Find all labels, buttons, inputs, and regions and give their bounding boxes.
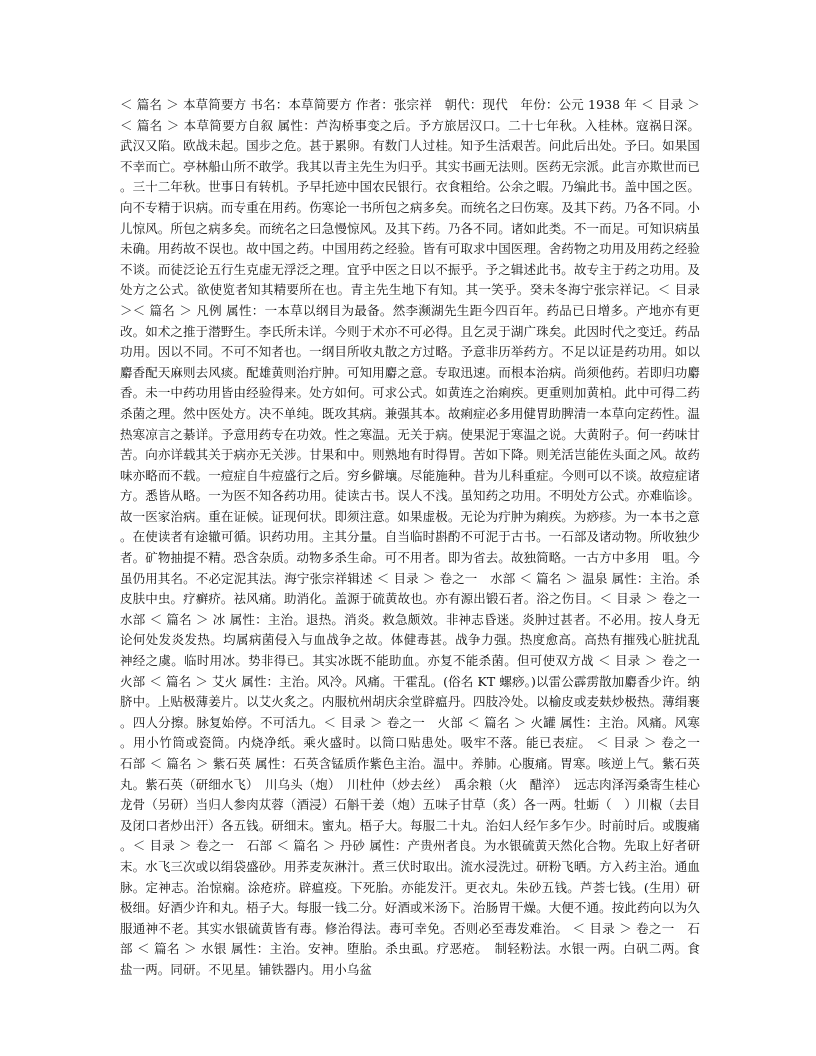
document-body-text: ＜ 篇名 ＞ 本草简要方 书名：本草简要方 作者：张宗祥 朝代：现代 年份：公元 1938 年 ＜ 目录 ＞＜ 篇名 ＞ 本草简要方自叙 属性：芦沟桥事变之后。予方旅居汉口。二十七年秋。入桂林。寇祸日深。武汉又陷。欧战未起。国步之危。甚于累卵。有数门人过桂。知予生活艰苦。问此后出处。予曰。如果国不幸而亡。亭林船山所不敢学。我其以青主先生为归乎。其实书画无法则。医药无宗派。此言亦欺世而已。三十二年秋。世事日有转机。予早托迹中国农民银行。衣食粗给。公余之暇。乃编此书。盖中国之医。向不专精于识病。而专重在用药。伤寒论一书所包之病多矣。而统名之曰伤寒。及其下药。乃各不同。小儿惊风。所包之病多矣。而统名之曰急慢惊风。及其下药。乃各不同。诸如此类。不一而足。可知识病虽未确。用药故不误也。故中国之药。中国用药之经验。皆有可取求中国医理。舍药物之功用及用药之经验不谈。而徒泛论五行生克虚无浮泛之理。宜乎中医之日以不振乎。予之辑述此书。故专主于药之功用。及处方之公式。欲使览者知其精要所在也。青主先生地下有知。其一笑乎。癸未冬海宁张宗祥记。＜ 目录 ＞＜ 篇名 ＞ 凡例 属性：一本草以纲目为最备。然李濒湖先生距今四百年。药品已日增多。产地亦有更改。如术之推于潜野生。李氏所未详。今则于术亦不可必得。且乞灵于湖广珠矣。此因时代之变迁。药品功用。因以不同。不可不知者也。一纲目所收丸散之方过略。予意非历举药方。不足以证是药功用。如以麝香配天麻则去风痰。配雄黄则治疔肿。可知用麝之意。专取迅速。而根本治病。尚须他药。若即归功麝香。未一中药功用皆由经验得来。处方如何。可求公式。如黄连之治痢疾。更重则加黄柏。此中可得二药杀菌之理。然中医处方。决不单纯。既攻其病。兼强其本。故痢症必多用健胃助脾清一本草向定药性。温热寒凉言之綦详。予意用药专在功效。性之寒温。无关于病。使果泥于寒温之说。大黄附子。何一药味甘苦。向亦详载其关于病亦无关涉。甘果和中。则熟地有时得胃。苦如下降。则羌活岂能佐头面之风。故药味亦略而不载。一痘症自牛痘盛行之后。穷乡僻壤。尽能施种。昔为儿科重症。今则可以不谈。故痘症诸方。悉皆从略。一为医不知各药功用。徒读古书。误人不浅。虽知药之功用。不明处方公式。亦难临诊。故一医家治病。重在证候。证现何状。即须注意。如果虚极。无论为疔肿为痢疾。为痧疹。为一本书之意。在使读者有途辙可循。识药功用。主其分量。自当临时斟酌不可泥于古书。一石部及诸动物。所收独少者。矿物抽提不精。恐含杂质。动物多杀生命。可不用者。即为省去。故独简略。一古方中多用 咀。今虽仍用其名。不必定泥其法。海宁张宗祥辑述 ＜ 目录 ＞ 卷之一 水部 ＜ 篇名 ＞ 温泉 属性：主治。杀皮肤中虫。疗癣疥。祛风痛。助消化。盖源于硫黄故也。亦有源出锻石者。浴之伤目。＜ 目录 ＞ 卷之一 水部 ＜ 篇名 ＞ 冰 属性：主治。退热。消炎。救急颇效。非神志昏迷。炎肿过甚者。不必用。按人身无论何处发炎发热。均属病菌侵入与血战争之故。体健毒甚。战争力强。热度愈高。高热有摧残心脏扰乱 神经之虞。临时用冰。势非得已。其实冰既不能助血。亦复不能杀菌。但可使双方战 ＜ 目录 ＞ 卷之一 火部 ＜ 篇名 ＞ 艾火 属性：主治。风冷。风痛。干霍乱。(俗名 KT 螺痧。)以雷公霹雳散加麝香少许。纳脐中。上贴极薄姜片。以艾火炙之。内服杭州胡庆余堂辟瘟丹。四肢冷处。以榆皮或麦麸炒极热。薄绢裹。四人分擦。脉复始停。不可活九。＜ 目录 ＞ 卷之一 火部 ＜ 篇名 ＞ 火罐 属性：主治。风痛。风寒。用小竹筒或瓷筒。内烧净纸。乘火盛时。以筒口贴患处。吸牢不落。能已表症。 ＜ 目录 ＞ 卷之一 石部 ＜ 篇名 ＞ 紫石英 属性：石英含锰质作紫色主治。温中。养肺。心腹痛。胃寒。咳逆上气。紫石英丸。紫石英（研细水飞） 川乌头（炮） 川杜仲（炒去丝） 禹余粮（火 醋淬） 远志肉泽泻桑寄生桂心龙骨（另研）当归人参肉苁蓉（酒浸）石斛干姜（炮）五味子甘草（炙）各一两。牡蛎（ ）川椒（去目及闭口者炒出汗）各五钱。研细末。蜜丸。梧子大。每服二十丸。治妇人经乍多乍少。时前时后。或腹痛。＜ 目录 ＞ 卷之一 石部 ＜ 篇名 ＞ 丹砂 属性：产贵州者良。为水银硫黄天然化合物。先取上好者研末。水飞三次或以绢袋盛砂。用荞麦灰淋汁。煮三伏时取出。流水浸洗过。研粉飞晒。方入药主治。通血脉。定神志。治惊痫。涂疮疥。辟瘟疫。下死胎。亦能发汗。更衣丸。朱砂五钱。芦荟七钱。(生用）研极细。好酒少许和丸。梧子大。每服一钱二分。好酒或米汤下。治肠胃干燥。大便不通。按此药向以为久服通神不老。其实水银硫黄皆有毒。修治得法。毒可幸免。否则必至毒发难治。 ＜ 目录 ＞ 卷之一 石部 ＜ 篇名 ＞ 水银 属性：主治。安神。堕胎。杀虫虱。疗恶疮。 制轻粉法。水银一两。白矾二两。食盐一两。同研。不见星。铺铁器内。用小乌盆 [120, 97, 713, 977]
